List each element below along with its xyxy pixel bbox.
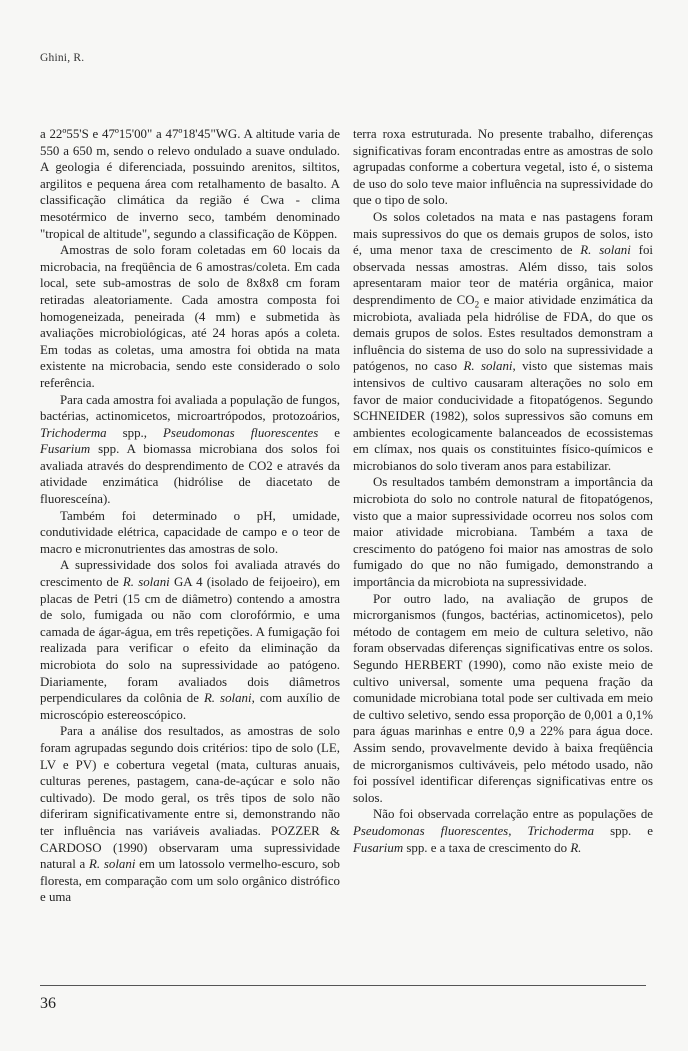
paragraph: A supressividade dos solos foi avaliada através do crescimento de R. solani GA 4 (isolado de feijoeiro), em placas de Petri (15 cm de diâmetro) contendo a amostra de solo, fumigada ou não com clorofórmio, e uma camada de ágar-água, em três repetições. A fumigação foi realizada para verificar o efeito da eliminação da microbiota do solo na supressividade ao patógeno. Diariamente, foram avaliados dois diâmetros perpendiculares da colônia de R. solani, com auxílio de microscópio estereoscópico. bbox=[40, 558, 341, 722]
page-number: 36 bbox=[40, 995, 56, 1012]
paragraph: Para cada amostra foi avaliada a população de fungos, bactérias, actinomicetos, microartrópodos, protozoários, Trichoderma spp., Pseudomonas fluorescentes e Fusarium spp. A biomassa microbiana dos solos foi avaliada através do desprendimento de CO2 e através da atividade enzimática (hidrólise de diacetato de fluoresceína). bbox=[40, 392, 340, 507]
paragraph: Também foi determinado o pH, umidade, condutividade elétrica, capacidade de campo e o teor de macro e micronutrientes das amostras de solo. bbox=[40, 508, 340, 556]
paragraph: Não foi observada correlação entre as populações de Pseudomonas fluorescentes, Trichoderma spp. e Fusarium spp. e a taxa de crescimento do R. bbox=[353, 807, 653, 855]
running-head-author: Ghini, R. bbox=[40, 52, 85, 64]
right-text-column bbox=[353, 126, 653, 856]
paragraph: a 22º55'S e 47º15'00" a 47º18'45"WG. A altitude varia de 550 a 650 m, sendo o relevo ondulado a suave ondulado. A geologia é diferenciada, possuindo arenitos, siltitos, argilitos e pequena área com retalhamento de basalto. A classificação climática da região é Cwa - clima mesotérmico de inverno seco, também denominado "tropical de altitude", segundo a classificação de Köppen. bbox=[40, 127, 340, 241]
paragraph: terra roxa estruturada. No presente trabalho, diferenças significativas foram encontradas entre as amostras de solo agrupadas conforme a cobertura vegetal, isto é, o sistema de uso do solo teve maior influência na supressividade do que o tipo de solo. bbox=[353, 127, 653, 208]
paragraph: Por outro lado, na avaliação de grupos de microrganismos (fungos, bactérias, actinomicetos), pelo método de contagem em meio de cultura seletivo, não foram observadas diferenças significativas entre os solos. Segundo HERBERT (1990), como não existe meio de cultivo universal, somente uma pequena fração da comunidade microbiana total pode ser cultivada em meio de cultivo seletivo, sendo essa proporção de 0,001 a 0,1% para águas marinhas e entre 0,9 a 22% para água doce. Assim sendo, provavelmente devido à baixa freqüência de microrganismos cultiváveis, pelo método usado, não foi possível identificar diferenças significativas entre os solos. bbox=[353, 591, 653, 805]
paragraph: Os solos coletados na mata e nas pastagens foram mais supressivos do que os demais grupos de solos, isto é, uma menor taxa de crescimento de R. solani foi observada nessas amostras. Além disso, tais solos apresentaram maior teor de matéria orgânica, maior desprendimento de $CO_2$ e maior atividade enzimática da microbiota, avaliada pela hidrólise de FDA, do que os demais grupos de solos. Estes resultados demonstram a influência do sistema de uso do solo na supressividade a patógenos, no caso R. solani, visto que sistemas mais intensivos de cultivo causaram alterações no solo em favor de maior conducividade a fitopatógenos. Segundo SCHNEIDER (1982), solos supressivos são comuns em ambientes ecologicamente balanceados de ecossistemas em clímax, nos quais os constituintes físico-químicos e microbianos do solo tiveram anos para estabilizar. bbox=[353, 209, 654, 473]
left-text-column bbox=[40, 126, 340, 906]
footer-rule bbox=[40, 985, 646, 986]
paragraph: Para a análise dos resultados, as amostras de solo foram agrupadas segundo dois critérios: tipo de solo (LE, LV e PV) e cobertura vegetal (mata, culturas anuais, culturas perenes, pastagem, cana-de-açúcar e solo não cultivado). De modo geral, os três tipos de solo não diferiram significativamente entre si, demonstrando não ter influência nas variáveis avaliadas. POZZER & CARDOSO (1990) observaram uma supressividade natural a R. solani em um latossolo vermelho-escuro, sob floresta, em comparação com um solo orgânico distrófico e uma bbox=[40, 724, 340, 905]
paragraph: Os resultados também demonstram a importância da microbiota do solo no controle natural de fitopatógenos, visto que a maior supressividade ocorreu nos solos com maior atividade microbiana. Também a taxa de crescimento do patógeno foi maior nas amostras de solo fumigado do que no não fumigado, demonstrando a importância da microbiota na supressividade. bbox=[353, 475, 653, 590]
paragraph: Amostras de solo foram coletadas em 60 locais da microbacia, na freqüência de 6 amostras/coleta. Em cada local, sete sub-amostras de solo de 8x8x8 cm foram retiradas aleatoriamente. Cada amostra composta foi homogeneizada, peneirada (4 mm) e submetida às avaliações microbiológicas, até 24 horas após a coleta. Em todas as coletas, uma amostra foi obtida na mata existente na microbacia, sendo este considerado o solo referência. bbox=[40, 243, 340, 390]
